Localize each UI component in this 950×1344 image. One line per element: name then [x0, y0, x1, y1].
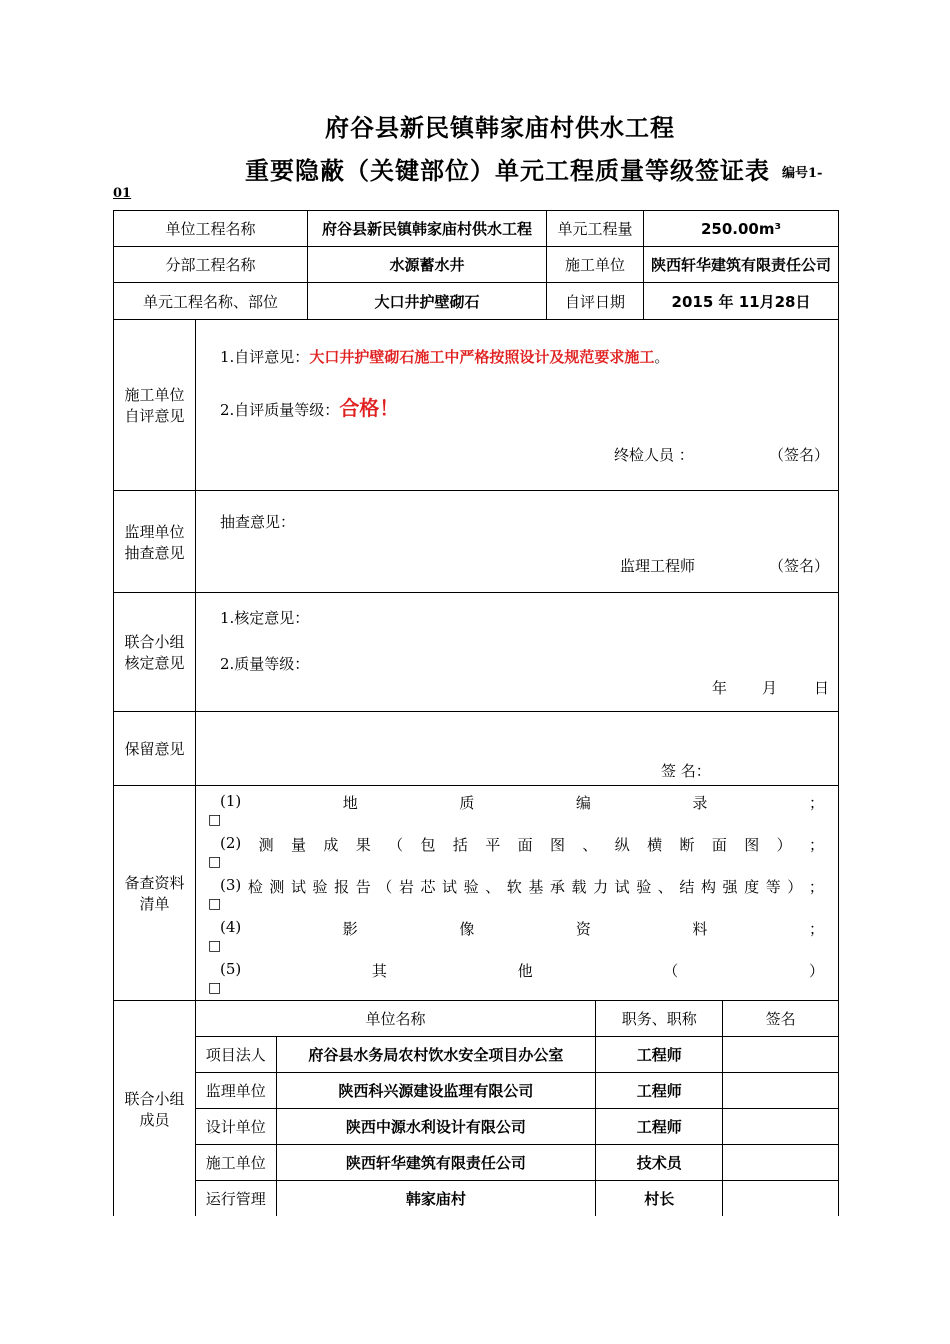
doc-item-char: 包 [420, 836, 436, 854]
reserve-sign: 签 名： [661, 762, 711, 780]
doc-item-char: 、 [485, 878, 501, 896]
doc-item-char: (5) [220, 960, 242, 978]
doc-item-char: 他 [517, 962, 533, 980]
doc-checkbox-test-report[interactable]: □ [208, 896, 222, 912]
supervision-sign: （签名） [769, 557, 830, 575]
col-unit-name: 单位名称 [196, 1001, 596, 1037]
doc-item-char: 、 [582, 836, 598, 854]
doc-item-char: 编 [575, 794, 591, 812]
element-name-value: 大口井护壁砌石 [308, 283, 547, 320]
member-sign-cell[interactable] [723, 1145, 838, 1181]
doc-item-char: ； [808, 878, 824, 896]
doc-item-char: (4) [220, 918, 242, 936]
self-eval-grade: 2.自评质量等级：合格！ [220, 396, 400, 420]
doc-item-char: 断 [679, 836, 695, 854]
member-unit: 府谷县水务局农村饮水安全项目办公室 [276, 1037, 596, 1073]
col-title: 职务、职称 [596, 1001, 723, 1037]
unit-quantity-value: 250.00m³ [644, 211, 839, 247]
doc-item-other [220, 960, 824, 981]
doc-checkbox-other[interactable]: □ [208, 980, 222, 996]
doc-item-char: 等 [765, 878, 781, 896]
date-year: 年 [712, 679, 728, 697]
doc-item-char: 图 [549, 836, 565, 854]
doc-item-char: 报 [334, 878, 350, 896]
doc-item-char: 强 [722, 878, 738, 896]
self-eval-grade-value: 合格！ [339, 396, 400, 420]
sub-project-label: 分部工程名称 [114, 247, 308, 283]
doc-item-char: 影 [342, 920, 358, 938]
doc-item-char: 结 [679, 878, 695, 896]
doc-item-char: （ [377, 878, 393, 896]
quality-form-table [113, 210, 839, 1216]
doc-item-char: 录 [692, 794, 708, 812]
member-title: 工程师 [596, 1073, 723, 1109]
supervision-engineer: 监理工程师 [620, 557, 696, 575]
member-title: 工程师 [596, 1109, 723, 1145]
member-title: 工程师 [596, 1037, 723, 1073]
doc-item-char: 图 [744, 836, 760, 854]
supervision-content [196, 491, 839, 593]
doc-item-char: 检 [247, 878, 263, 896]
doc-item-char: 测 [258, 836, 274, 854]
construction-unit-label: 施工单位 [547, 247, 644, 283]
col-sign: 签名 [723, 1001, 838, 1037]
table-row [196, 1073, 838, 1109]
self-eval-date-value: 2015 年 11月28日 [644, 283, 839, 320]
member-unit: 陕西科兴源建设监理有限公司 [276, 1073, 596, 1109]
unit-project-label: 单位工程名称 [114, 211, 308, 247]
date-day: 日 [814, 679, 830, 697]
doc-item-char: 验 [636, 878, 652, 896]
page-title: 府谷县新民镇韩家庙村供水工程 [325, 113, 675, 142]
member-unit: 陕西轩华建筑有限责任公司 [276, 1145, 596, 1181]
supervision-opinion: 抽查意见： [220, 513, 296, 531]
member-role: 项目法人 [196, 1037, 276, 1073]
member-role: 监理单位 [196, 1073, 276, 1109]
table-row [196, 1181, 838, 1217]
doc-item-char: 告 [355, 878, 371, 896]
doc-item-char: 、 [657, 878, 673, 896]
doc-item-char: 验 [312, 878, 328, 896]
self-eval-opinion-value: 大口井护壁砌石施工中严格按照设计及规范要求施工 [309, 348, 655, 366]
members-table [196, 1001, 838, 1216]
members-content [196, 1001, 839, 1217]
construction-unit-value: 陕西轩华建筑有限责任公司 [644, 247, 839, 283]
doc-item-survey [220, 834, 824, 855]
doc-item-char: 度 [744, 878, 760, 896]
table-row [196, 1109, 838, 1145]
form-code-suffix: 01 [113, 186, 132, 201]
members-label: 联合小组 成员 [114, 1001, 196, 1217]
doc-item-char: 地 [342, 794, 358, 812]
reserve-content [196, 712, 839, 786]
doc-item-char: 括 [452, 836, 468, 854]
doc-item-char: (3) [220, 876, 242, 894]
doc-item-char: 果 [355, 836, 371, 854]
self-eval-label: 施工单位 自评意见 [114, 320, 196, 491]
doc-item-char: ） [787, 878, 803, 896]
joint-check-opinion: 1.核定意见： [220, 609, 310, 627]
self-eval-sign: （签名） [769, 446, 830, 464]
joint-check-grade: 2.质量等级： [220, 655, 310, 673]
doc-item-char: 试 [614, 878, 630, 896]
member-role: 设计单位 [196, 1109, 276, 1145]
unit-project-value: 府谷县新民镇韩家庙村供水工程 [308, 211, 547, 247]
date-month: 月 [762, 679, 778, 697]
doc-item-char: 构 [700, 878, 716, 896]
doc-item-char: 纵 [614, 836, 630, 854]
doc-item-char: 岩 [398, 878, 414, 896]
doc-item-char: (2) [220, 834, 242, 852]
doc-item-char: 软 [506, 878, 522, 896]
doc-item-geology [220, 792, 824, 813]
doc-item-char: 资 [575, 920, 591, 938]
form-code: 编号1- [782, 166, 823, 181]
supervision-label: 监理单位 抽查意见 [114, 491, 196, 593]
doc-item-char: 料 [692, 920, 708, 938]
doc-item-char: ； [808, 794, 824, 812]
doc-item-char: 试 [290, 878, 306, 896]
doc-item-char: ； [808, 836, 824, 854]
member-role: 施工单位 [196, 1145, 276, 1181]
doc-item-char: （ [663, 962, 679, 980]
doc-item-char: ； [808, 920, 824, 938]
doc-item-char: 成 [323, 836, 339, 854]
self-eval-opinion: 1.自评意见：大口井护壁砌石施工中严格按照设计及规范要求施工。 [220, 348, 670, 366]
doc-item-char: 其 [371, 962, 387, 980]
doc-item-char: 载 [571, 878, 587, 896]
doc-item-char: 面 [711, 836, 727, 854]
element-name-label: 单元工程名称、部位 [114, 283, 308, 320]
doc-item-char: 像 [459, 920, 475, 938]
doc-item-char: 试 [442, 878, 458, 896]
doc-item-char: 量 [290, 836, 306, 854]
doc-checkbox-geology[interactable]: □ [208, 812, 222, 828]
joint-check-label: 联合小组 核定意见 [114, 593, 196, 712]
sub-project-value: 水源蓄水井 [308, 247, 547, 283]
doc-item-char: 验 [463, 878, 479, 896]
joint-check-content [196, 593, 839, 712]
doc-item-char: 芯 [420, 878, 436, 896]
doc-item-char: (1) [220, 792, 242, 810]
member-sign-cell[interactable] [723, 1109, 838, 1145]
member-unit: 陕西中源水利设计有限公司 [276, 1109, 596, 1145]
form-title: 重要隐蔽（关键部位）单元工程质量等级签证表 [245, 156, 770, 185]
final-inspector: 终检人员 ： [614, 446, 694, 464]
doc-item-char: 基 [528, 878, 544, 896]
table-row [196, 1037, 838, 1073]
doc-item-char: 质 [459, 794, 475, 812]
doc-checkbox-survey[interactable]: □ [208, 854, 222, 870]
self-eval-content [196, 320, 839, 491]
table-row [196, 1145, 838, 1181]
doc-item-char: ） [808, 962, 824, 980]
doc-item-test-report [220, 876, 824, 897]
doc-item-char: 承 [549, 878, 565, 896]
doc-item-char: 力 [593, 878, 609, 896]
doc-item-char: 平 [485, 836, 501, 854]
member-unit: 韩家庙村 [276, 1181, 596, 1217]
member-sign-cell[interactable] [723, 1181, 838, 1217]
doc-item-char: 横 [647, 836, 663, 854]
member-title: 村长 [596, 1181, 723, 1217]
doc-item-char: ） [776, 836, 792, 854]
unit-quantity-label: 单元工程量 [547, 211, 644, 247]
doc-item-char: 测 [269, 878, 285, 896]
documents-label: 备查资料 清单 [114, 786, 196, 1001]
member-title: 技术员 [596, 1145, 723, 1181]
doc-checkbox-images[interactable]: □ [208, 938, 222, 954]
doc-item-images [220, 918, 824, 939]
reserve-label: 保留意见 [114, 712, 196, 786]
member-role: 运行管理 [196, 1181, 276, 1217]
member-sign-cell[interactable] [723, 1037, 838, 1073]
doc-item-char: 面 [517, 836, 533, 854]
self-eval-date-label: 自评日期 [547, 283, 644, 320]
doc-item-char: （ [388, 836, 404, 854]
member-sign-cell[interactable] [723, 1073, 838, 1109]
documents-content [196, 786, 839, 1001]
